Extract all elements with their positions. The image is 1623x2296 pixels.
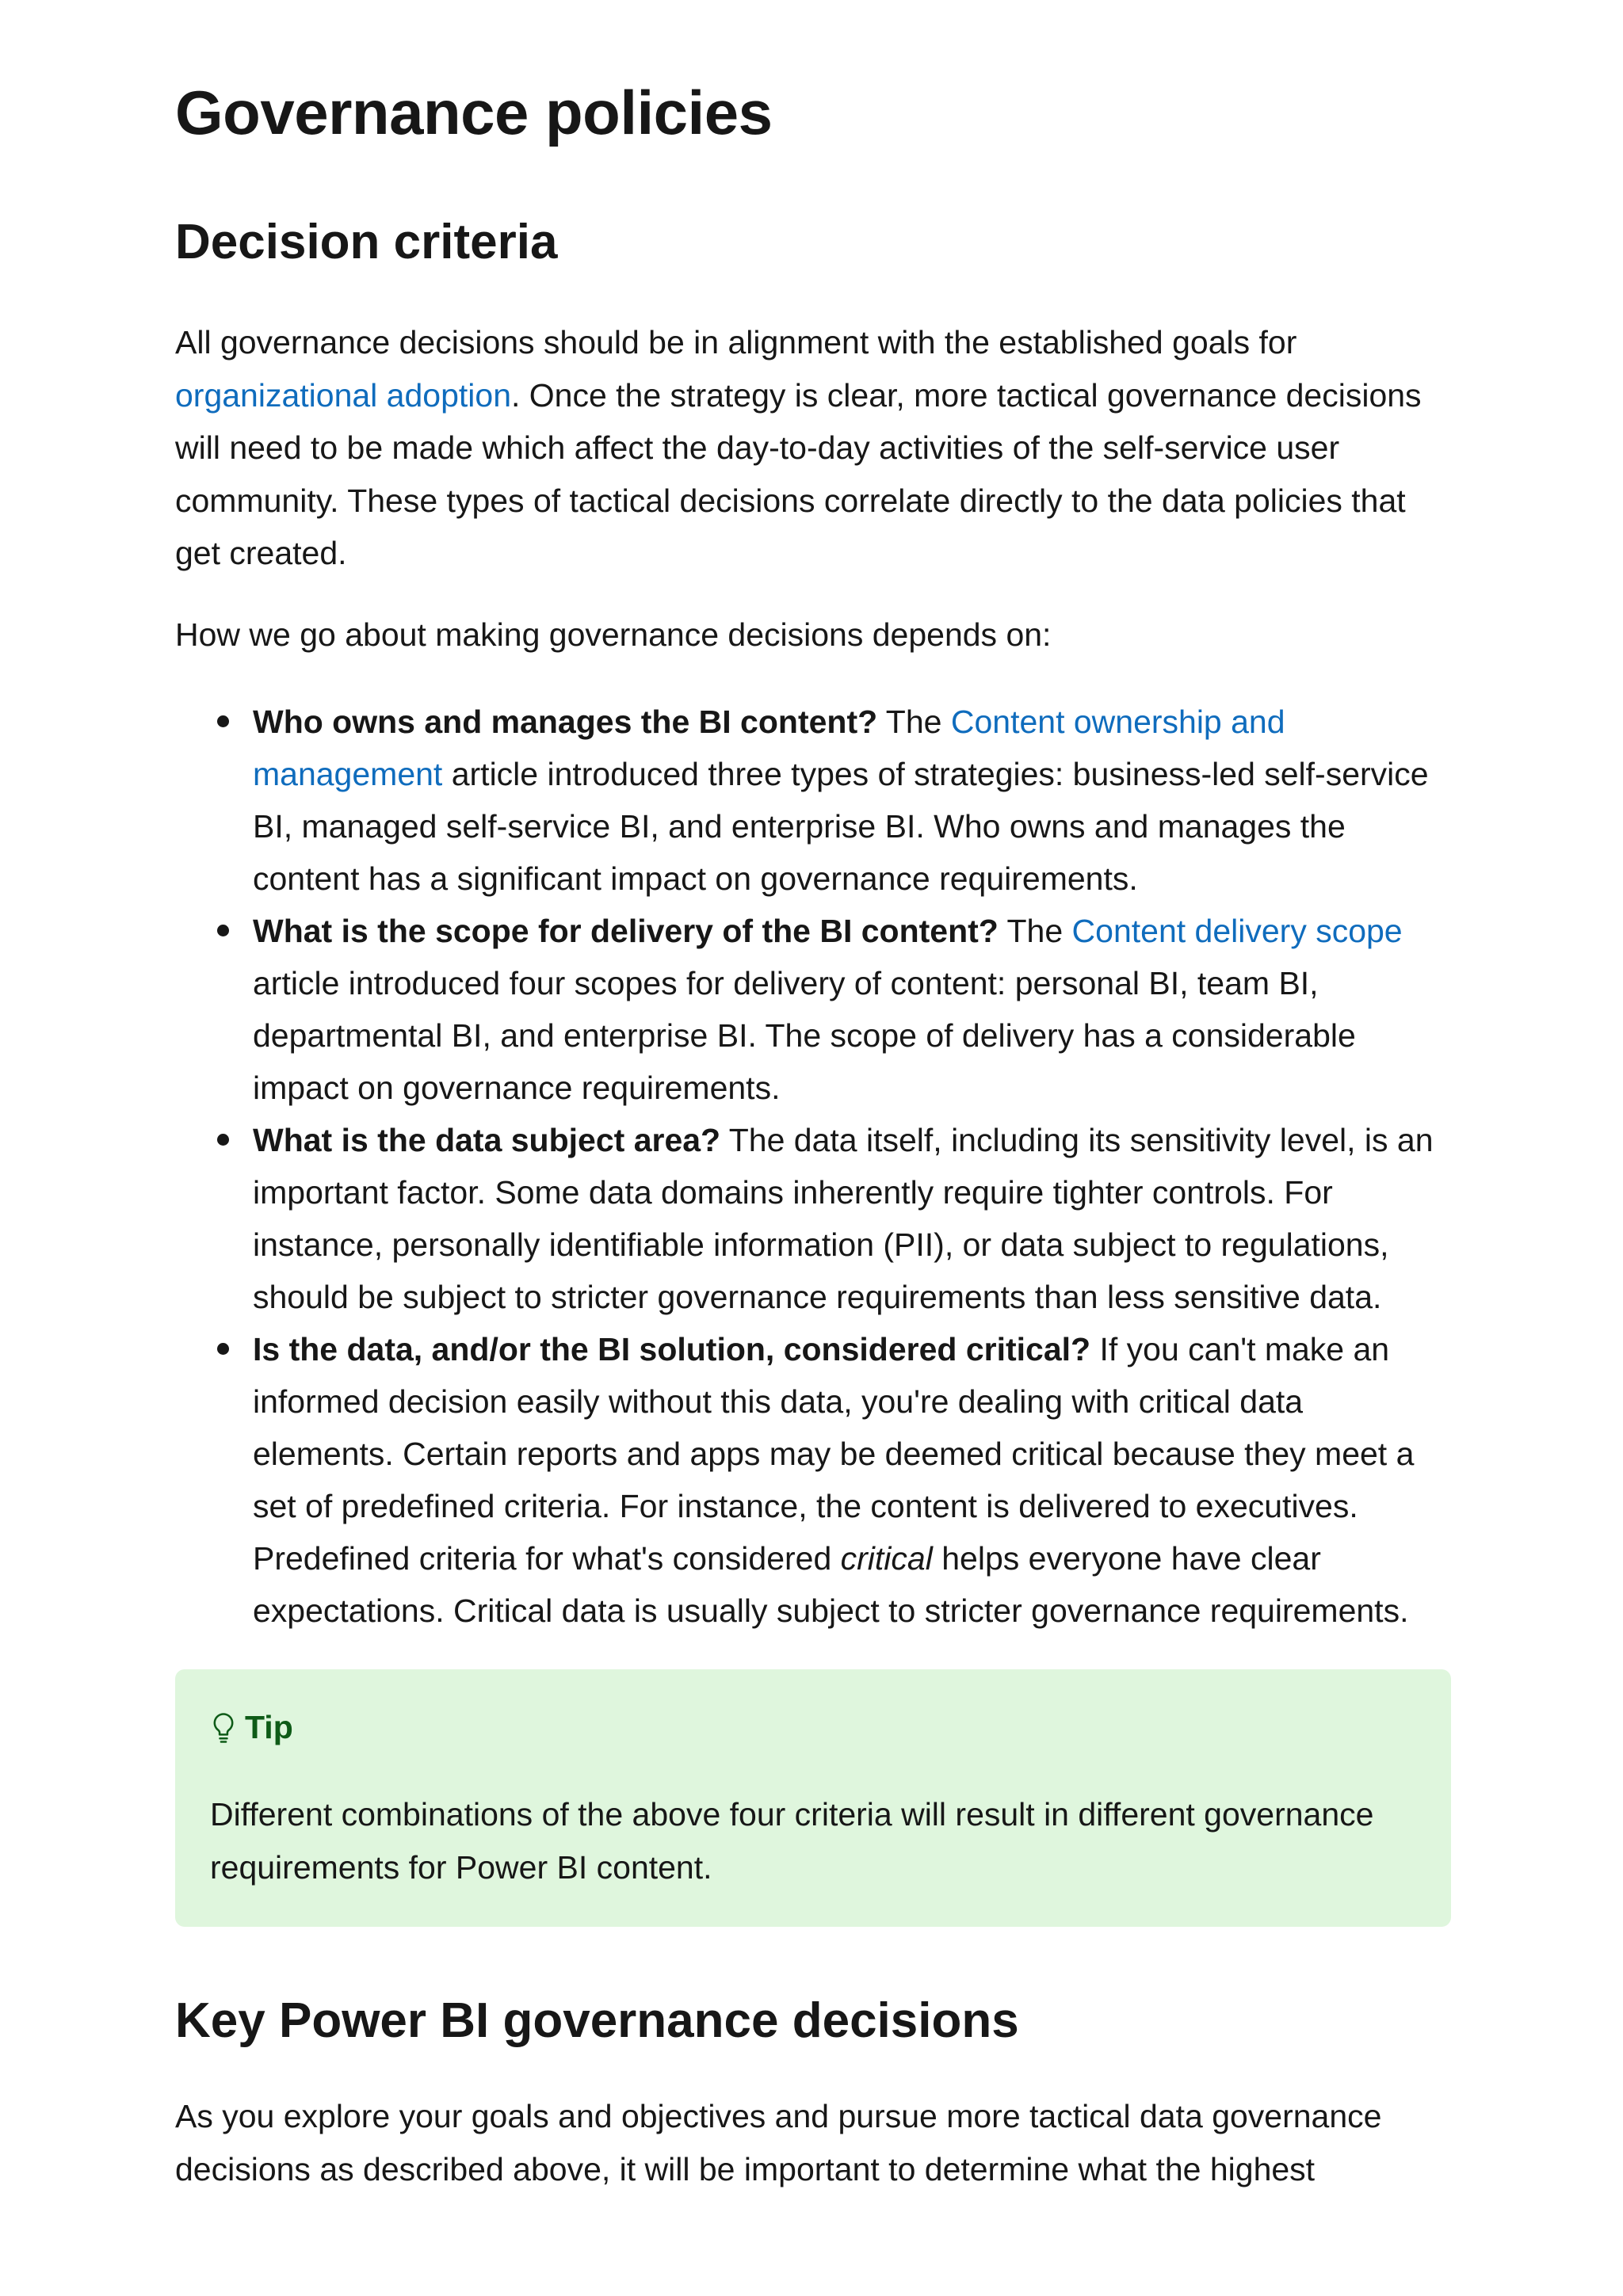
criteria-text: The xyxy=(877,704,951,740)
section-heading-decision-criteria: Decision criteria xyxy=(175,215,558,269)
lightbulb-icon xyxy=(210,1711,237,1745)
intro-text-after-link: . Once the strategy is clear, more tactical governance decisions will need to be made which affect the day-to-day activities of the self-service user community. These types of tactical decisions correlate directly to the data policies that get created. xyxy=(175,376,1422,571)
decision-criteria-lead-in: How we go about making governance decisions depends on: xyxy=(175,616,1052,653)
bullet-icon xyxy=(217,715,229,727)
criteria-text: helps everyone have clear expectations. Critical data is usually subject to stricter governance requirements. xyxy=(253,1540,1409,1629)
criteria-question: Is the data, and/or the BI solution, considered critical? xyxy=(253,1331,1091,1367)
list-item xyxy=(175,905,1451,1114)
bullet-icon xyxy=(217,1343,229,1355)
page-title: Governance policies xyxy=(175,78,773,147)
content-delivery-scope-link[interactable]: Content delivery scope xyxy=(1071,913,1403,949)
criteria-question: What is the data subject area? xyxy=(253,1122,721,1158)
list-item xyxy=(175,1114,1451,1323)
intro-text-before-link: All governance decisions should be in alignment with the established goals for xyxy=(175,324,1297,360)
tip-callout xyxy=(175,1669,1451,1927)
tip-body: Different combinations of the above four criteria will result in different governance requirements for Power BI content. xyxy=(210,1796,1374,1886)
list-item xyxy=(175,1323,1451,1637)
criteria-question: What is the scope for delivery of the BI content? xyxy=(253,913,999,949)
content-ownership-link[interactable]: Content ownership and management xyxy=(253,704,1285,792)
key-decisions-intro: As you explore your goals and objectives and pursue more tactical data governance decisions as described above, it will be important to determine what the highest xyxy=(175,2098,1382,2187)
bullet-icon xyxy=(217,925,229,936)
tip-label: Tip xyxy=(245,1709,293,1745)
list-item xyxy=(175,696,1451,905)
criteria-text: The data itself, including its sensitivity level, is an important factor. Some data domains inherently require tighter controls. For instance, personally identifiable information (PII), or data subject to regulations, should be subject to stricter governance requirements than less sensitive data. xyxy=(253,1122,1434,1315)
criteria-text: If you can't make an informed decision easily without this data, you're dealing with critical data elements. Certain reports and apps may be deemed critical because they meet a set of predefined criteria. For instance, the content is delivered to executives. Predefined criteria for what's considered xyxy=(253,1331,1415,1577)
criteria-list xyxy=(175,696,1451,1637)
organizational-adoption-link[interactable]: organizational adoption xyxy=(175,376,511,414)
bullet-icon xyxy=(217,1134,229,1146)
section-heading-key-decisions: Key Power BI governance decisions xyxy=(175,1993,1019,2048)
decision-criteria-intro xyxy=(175,316,1451,580)
criteria-text: article introduced four scopes for delivery of content: personal BI, team BI, departmental BI, and enterprise BI. The scope of delivery has a considerable impact on governance requirements. xyxy=(253,965,1356,1106)
tip-heading xyxy=(210,1709,293,1746)
criteria-emphasis: critical xyxy=(840,1540,933,1577)
criteria-text: article introduced three types of strategies: business-led self-service BI, managed self-service BI, and enterprise BI. Who owns and manages the content has a significant impact on governance requirements. xyxy=(253,756,1429,897)
criteria-text: The xyxy=(998,913,1072,949)
criteria-question: Who owns and manages the BI content? xyxy=(253,704,878,740)
